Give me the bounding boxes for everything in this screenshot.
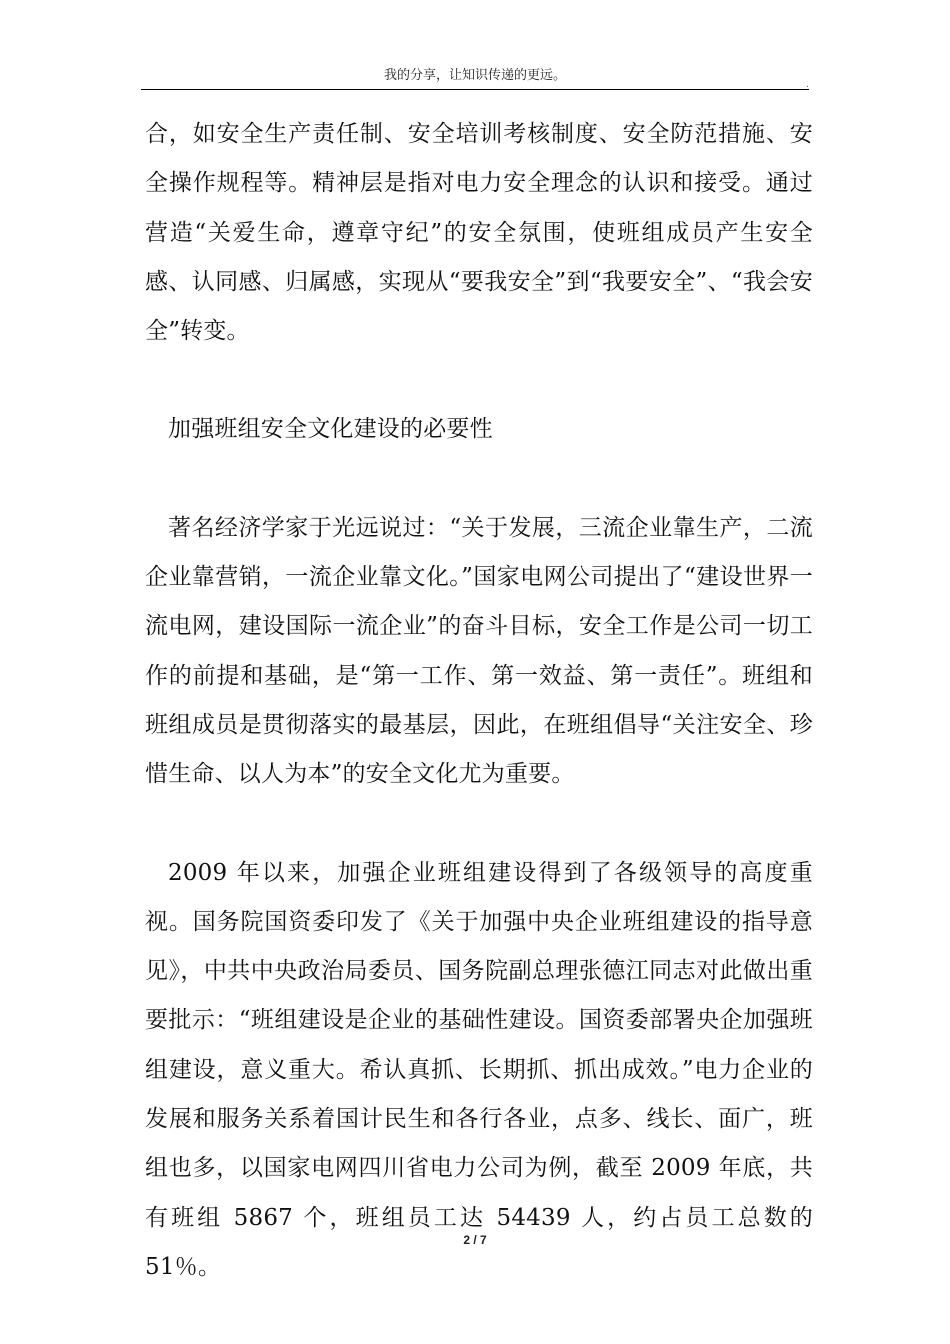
- paragraph-1: 合，如安全生产责任制、安全培训考核制度、安全防范措施、安全操作规程等。精神层是指对电力安全理念的认识和接受。通过营造“关爱生命，遵章守纪”的安全氛围，使班组成员产生安全感、认同感、归属感，实现从“要我安全”到“我要安全”、“我会安全”转变。: [145, 121, 813, 345]
- document-body: [145, 110, 813, 1292]
- section-heading: 加强班组安全文化建设的必要性: [168, 416, 493, 443]
- page-number: 2 / 7: [463, 1233, 487, 1247]
- paragraph-2: 著名经济学家于光远说过：“关于发展，三流企业靠生产，二流企业靠营销，一流企业靠文化。”国家电网公司提出了“建设世界一流电网，建设国际一流企业”的奋斗目标，安全工作是公司一切工作的前提和基础，是“第一工作、第一效益、第一责任”。班组和班组成员是贯彻落实的最基层，因此，在班组倡导“关注安全、珍惜生命、以人为本”的安全文化尤为重要。: [145, 514, 813, 788]
- header-mark: .: [806, 80, 809, 90]
- header-divider: [141, 89, 809, 90]
- page-header: 我的分享，让知识传递的更远。: [383, 68, 566, 83]
- paragraph-3: 2009 年以来，加强企业班组建设得到了各级领导的高度重视。国务院国资委印发了《关于加强中央企业班组建设的指导意见》，中共中央政治局委员、国务院副总理张德江同志对此做出重要批示：“班组建设是企业的基础性建设。国资委部署央企加强班组建设，意义重大。希认真抓、长期抓、抓出成效。”电力企业的发展和服务关系着国计民生和各行各业，点多、线长、面广，班组也多，以国家电网四川省电力公司为例，截至 2009 年底，共有班组 5867 个，班组员工达 54439 人，约占员工总数的 51％。: [145, 859, 813, 1280]
